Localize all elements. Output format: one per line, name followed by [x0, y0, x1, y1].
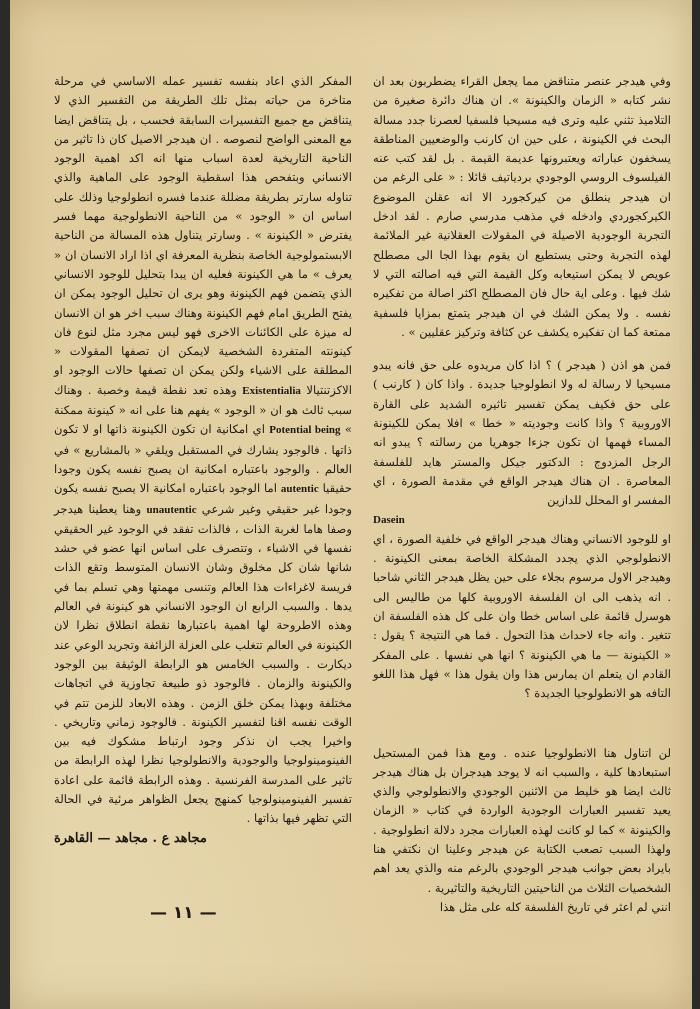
paragraph: او للوجود الانساني وهناك هيدجر الواقع في خلفية الصورة ، اي الانطولوجي الذي يجدد المشكلة الخاصة بمعنى الكينونة . وهيدجر الاول مرسوم بجلاء على حين يظل هيدجر الثاني شاحبا . انه يذهب الى ان الفلسفة الاوروبية كلها من طاليس الى هوسرل قائمة على اساس خطا وان على كل هذه الفلسفة ان تتغير . وانه جاء لاحداث هذا التحول . فما هي النتيجة ؟ يقول : « الكينونة — ما هي الكينونة ؟ انها هي نفسها . على المفكر القادم ان يتعلم ان يمارس هذا وان يقول هذا » فهل هذا اللغو التافه هو الانطولوجيا الجديدة ؟: [373, 531, 671, 701]
paragraph-text: المفكر الذي اعاد بنفسه تفسير عمله الاساسي في مرحلة متاخرة من حياته بمثل تلك الطريقة من التفسير الذي لا يتناقض مع جميع التفسيرات السابقة فحسب ، بل يتناقض ايضا مع المعنى الواضح لنصوصه . ان هيدجر الاصيل كان ذا تاثير من الناحية التاريخية لعدة اسباب منها انه اكد اهمية الوجود الانساني وبتفحص هذا اسقطية الوجود على الماهية والذي تناوله سارتر بطريقة مضللة عندما فسره انطولوجيا وذلك على اساس ان « الوجود » من الناحية الانطولوجية مهما فسر يفترض « الكينونة » . وسارتر يتناول هذه المسالة من الناحية الابستمولوجية الخاصة بنظرية المعرفة اي اذا اراد الانسان ان « يعرف » ما هي الكينونة فعليه ان يبدا بتحليل للوجود الانساني الذي يتضمن فهم الكينونة وهو يرى ان تحليل الوجود يمكن ان يفتح الطريق امام فهم الكينونة وهناك سبب اخر هو ان الانسان له ميزة على الكائنات الاخرى فهو ليس مجرد مثل لنوع فان كينونته المتفردة الشخصية لايمكن ان تصفها المقولات « المطلقة على الاشياء ولكن يمكن ان تصفها حالات الوجود او الاكزتنتيالا: [54, 74, 352, 397]
paragraph-text: فمن هو اذن ( هيدجر ) ؟ اذا كان مريدوه على حق فانه يبدو مسيحيا لا رسالة له ولا انطولوجيا جديدة . واذا كان ( كارنب ) على حق فكيف يمكن تفسير تاثيره الشديد على القارة الاوروبية ؟ واذا كانت وجوديته « خطا » افلا يمكن للكينونة المساء فهمها ان تكون جزءا جوهريا من رسالته ؟ يبدو انه الرجل المزدوج : الدكتور جيكل والمستر هايد للفلسفة المعاصرة . ان هناك هيدجر الواقع في مقدمة الصورة ، اي المفسر او المحلل للدازين: [373, 358, 671, 508]
latin-term: Existentialia: [242, 384, 301, 397]
paragraph-text: وهذه تعد نقطة قيمة وخصبة . وهناك سبب ثالث هو ان « الوجود » يفهم هنا على انه « كينونة ممكنة »: [54, 382, 352, 437]
paragraph-text: وهنا يعطينا هيدجر وصفا هاما لغربة الذات ، فالذات تفقد في الوجود غير الحقيقي نفسها في الاشياء ، وتتصرف على اساس انها عضو في حشد شانها شان كل مخلوق وشان الانسان المتوسط وتقع الذات فريسة لاغراءات هذا العالم وتنسى مهمتها وهي تسلم بما في يدها . والسبب الرابع ان الوجود الانساني هو كينونة في العالم وهذه الاطروحة لها اهمية باعتبارها نقطة انطلاق نظرا لان الكينونة في العالم تتغلب على العزلة الزائفة وتجريد الوعي عند ديكارت . والسبب الخامس هو الرابطة الوثيقة بين الوجود والكينونة والزمان . فالوجود ذو طبيعة تجاوزية في اتجاهات مختلفة وبهذا يمكن خلق الزمن . وهذه الابعاد للزمن تتم في الوقت نفسه اقنا لتفسير الكينونة . فالوجود زماني وتاريخي . واخيرا يجب ان نذكر وجود ارتباط مشكوك فيه بين الفينومينولوجيا والوجودية والانطولوجيا نظرا لهذه الرابطة من تاثير على المدرسة الفرنسية . وهذه الرابطة قائمة على اعادة تفسير الفينومينولوجيا كمنهج يجعل الظواهر مرئية في الحالة التي تظهر فيها بذاتها .: [54, 501, 352, 826]
paragraph: [54, 72, 352, 829]
paragraph: لن اتناول هنا الانطولوجيا عنده . ومع هذا فمن المستحيل استبعادها كلية ، والسبب انه لا يوجد هيدجران بل هناك هيدجر ثالث ايضا هو خليط من الاثنين الوجودي والانطولوجي والذي يعيد تفسير العبارات الوجودية الواردة في كتاب « الزمان والكينونة » كما لو كانت لهذه العبارات مجرد دلالة انطولوجية . ولهذا السبب تصعب الكتابة عن هيدجر وعلينا ان نكتفي هنا بايراد بعض جوانب هيدجر الوجودي بالرغم منه والذي يعد اهم الشخصيات الثلاث من الناحيتين التاريخية والتاثيرية .: [373, 745, 671, 895]
latin-term: Potential being: [269, 424, 341, 437]
paragraph: [373, 356, 671, 510]
author-signature: مجاهد ع . مجاهد — القاهرة: [54, 830, 207, 846]
paragraph-text: اي امكانية ان تكون الكينونة ذاتها او لا تكون ذاتها . فالوجود يشارك في المستقبل ويلقي « بالمشاريع » في العالم . والوجود باعتباره امكانية ان يصبح نفسه يكون وجودا حقيقيا: [54, 422, 352, 496]
right-column: [373, 72, 671, 917]
latin-term: autentic: [280, 483, 319, 496]
paragraph: انني لم اعثر في تاريخ الفلسفة كله على مثل هذا: [439, 899, 671, 914]
paragraph-text: اما الوجود باعتباره امكانية الا يصبح نفسه يكون وجودا غير حقيقي وغير شرعي: [54, 481, 352, 516]
page-number: — ١١ —: [150, 903, 217, 923]
left-column: [54, 72, 352, 848]
latin-term: unautentic: [146, 503, 197, 516]
latin-term: Dasein: [373, 513, 405, 526]
paragraph: وفي هيدجر عنصر متناقض مما يجعل القراء يضطربون بعد ان نشر كتابه « الزمان والكينونة ». ان هناك دائرة صغيرة من التلاميذ تثني عليه وترى فيه مسيحيا فلسفيا لعصرنا جدد مسالة البحث في الكينونة ، على حين ان كارنب والوضعيين المناطقة يسخفون عباراته ويعتبرونها عديمة القيمة . بل لقد كتب عنه الفيلسوف الروسي الوجودي بردياتيف قائلا : « على الرغم من ان هيدجر ينطلق من كيركجورد الا انه عقلن الموضوع الكيركجوردي وادخله في مذهب مدرسي صارم . لقد ادخل التجربة الوجودية الاصيلة في المقولات العقلانية غير الملائمة لهذه التجربة وحتى يستطيع ان يقوم بهذا الجا الى مصطلح عويص لا يمكن استيعابه وكل القيمة التي فيه اصالته التي لا شك فيها . وعلى اية حال فان المصطلح اكثر اصالة من تفكيره نفسه . ولا يمكن الشك في ان هيدجر يتمتع بمزايا فلسفية ممتعة كما ان تفكيره يكشف عن كثافة وتركيز عقليين » .: [373, 74, 671, 339]
document-page: [10, 0, 692, 1009]
